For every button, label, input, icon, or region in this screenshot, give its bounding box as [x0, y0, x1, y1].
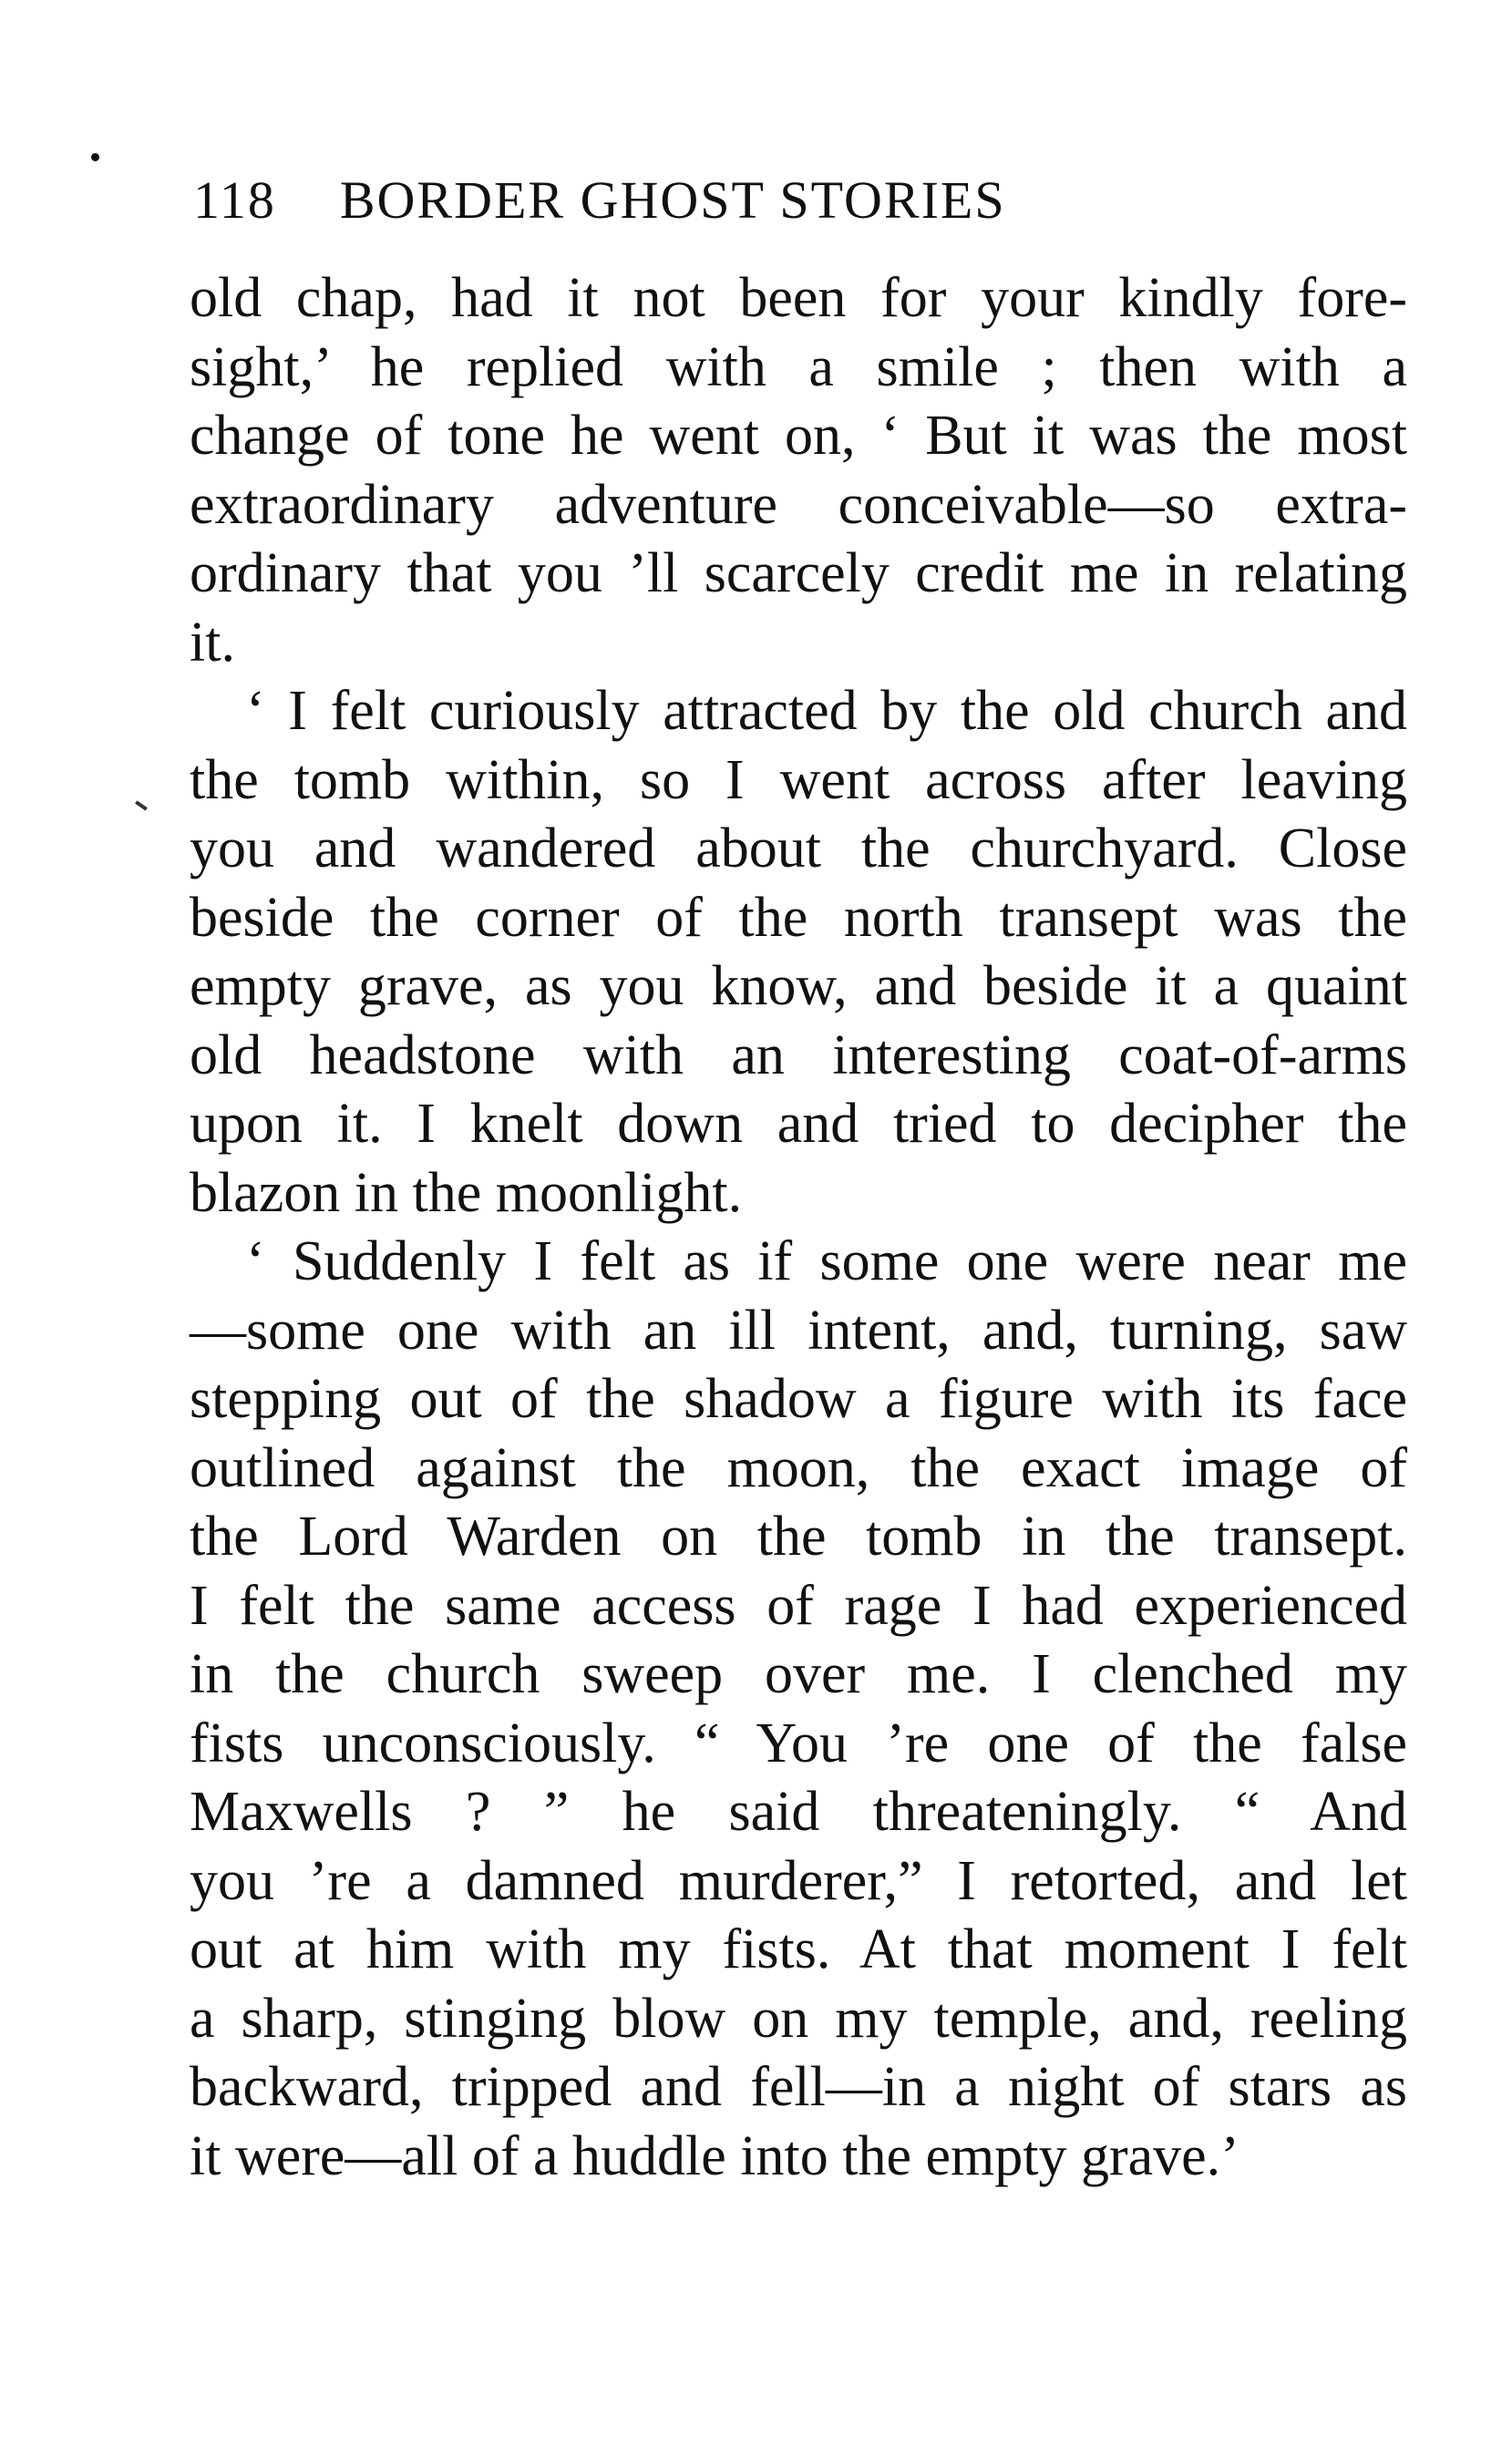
text-line: empty grave, as you know, and beside it a quaint: [190, 955, 1407, 1017]
text-line: old chap, had it not been for your kindly fore-: [190, 267, 1407, 329]
text-line: you and wandered about the churchyard. Close: [190, 817, 1407, 879]
page-number: 118: [193, 170, 276, 230]
text-line: upon it. I knelt down and tried to decipher the: [190, 1093, 1407, 1155]
text-line: ordinary that you ’ll scarcely credit me in relating: [190, 542, 1407, 604]
text-line: extraordinary adventure conceivable—so extra-: [190, 473, 1407, 536]
text-line: it were—all of a huddle into the empty grave.’: [190, 2124, 1239, 2187]
body-text: [190, 264, 1407, 2191]
text-line: —some one with an ill intent, and, turning, saw: [190, 1299, 1407, 1362]
text-line: beside the corner of the north transept was the: [190, 886, 1407, 949]
text-line: Maxwells ? ” he said threateningly. “ And: [190, 1781, 1407, 1843]
text-line: ‘ Suddenly I felt as if some one were near me: [246, 1230, 1407, 1292]
margin-dot-mark: [91, 153, 99, 161]
page-header: [193, 170, 1396, 242]
text-line: the Lord Warden on the tomb in the transept.: [190, 1506, 1407, 1568]
text-line: in the church sweep over me. I clenched my: [190, 1643, 1407, 1705]
text-line: sight,’ he replied with a smile ; then with a: [190, 335, 1407, 398]
text-line: a sharp, stinging blow on my temple, and, reeling: [190, 1987, 1407, 2050]
text-line: backward, tripped and fell—in a night of stars as: [190, 2056, 1407, 2118]
text-line: ‘ I felt curiously attracted by the old church and: [246, 680, 1407, 742]
text-line: it.: [190, 611, 235, 674]
margin-tick-mark: [135, 800, 148, 810]
text-line: fists unconsciously. “ You ’re one of the false: [190, 1712, 1407, 1774]
text-line: old headstone with an interesting coat-of-arms: [190, 1023, 1407, 1086]
text-line: the tomb within, so I went across after leaving: [190, 748, 1407, 811]
text-line: blazon in the moonlight.: [190, 1161, 743, 1224]
text-line: stepping out of the shadow a figure with its face: [190, 1368, 1407, 1430]
text-line: change of tone he went on, ‘ But it was the most: [190, 405, 1407, 467]
text-line: I felt the same access of rage I had experienced: [190, 1574, 1407, 1637]
text-line: out at him with my fists. At that moment I felt: [190, 1918, 1407, 1980]
text-line: you ’re a damned murderer,” I retorted, and let: [190, 1849, 1407, 1912]
running-head: BORDER GHOST STORIES: [339, 170, 1006, 230]
text-line: outlined against the moon, the exact image of: [190, 1436, 1407, 1499]
